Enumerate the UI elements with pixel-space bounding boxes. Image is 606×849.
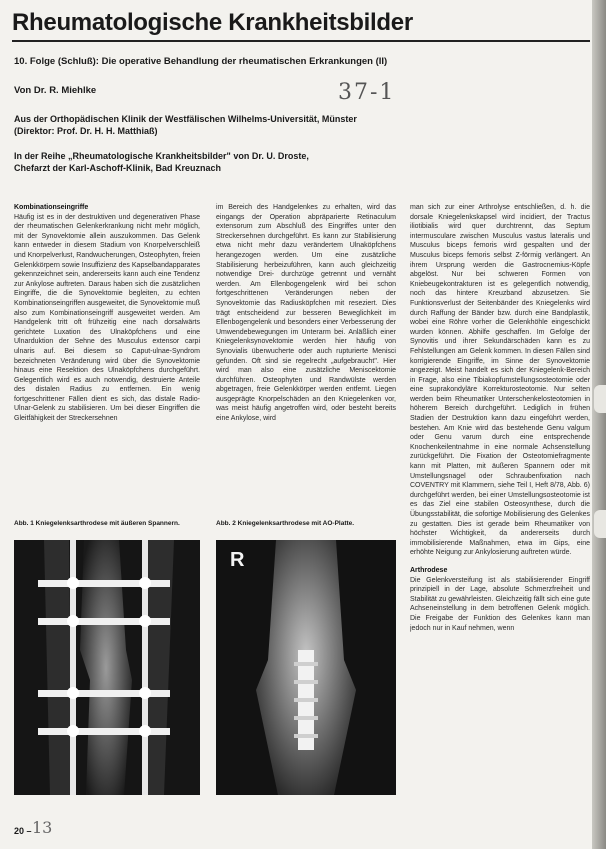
author-line: Von Dr. R. Miehlke xyxy=(14,85,97,96)
series-note xyxy=(14,150,454,174)
affiliation-director: (Direktor: Prof. Dr. H. H. Matthiaß) xyxy=(14,126,158,136)
section-heading: Arthrodese xyxy=(410,566,448,574)
text-column-2 xyxy=(216,203,396,523)
page-edge-shadow xyxy=(592,0,606,849)
xray-figure-1 xyxy=(14,540,200,795)
binder-tab xyxy=(594,385,606,413)
figure-caption-1: Abb. 1 Kniegelenksarthrodese mit äußeren Spannern. xyxy=(14,520,180,527)
affiliation-line: Aus der Orthopädischen Klinik der Westfälischen Wilhelms-Universität, Münster xyxy=(14,114,357,124)
page-number: 20 – xyxy=(14,826,32,836)
body-text: Die Gelenkversteifung ist als stabilisierender Eingriff prinzipiell in der Lage, absolute Schmerzfreiheit und Stabilität zu gewährleisten. Gleichzeitig fällt sich eine gute Achseneinstellung in dem betroffenen Gelenk möglich. Die Freigabe der Funktion des Gelenkes kann man jedoch nur in Kauf nehmen, wenn xyxy=(410,576,590,632)
text-column-1 xyxy=(14,203,200,523)
affiliation xyxy=(14,113,454,137)
text-column-3 xyxy=(410,203,590,813)
xray-figure-2 xyxy=(216,540,396,795)
article-title: Rheumatologische Krankheitsbilder xyxy=(12,9,413,36)
body-text: Häufig ist es in der destruktiven und degenerativen Phase der rheumatischen Gelenkerkrankung nicht mehr möglich, mit der Synovektomie allein auszukommen. Das Gelenk kann entweder in diesem Stadium von Knorpelverschleiß und Knorpelverlust, Randwucherungen, Osteophyten, freien Gelenkkörpern sowie Insuffizienz des Kapselbandapparates gekennzeichnet sein, andererseits kann auch eine Tendenz zur Ankylose auftreten. Daraus haben sich die zusätzlichen Eingriffe, die die Synovektomie begleiten, zu echten Kombinationseingriffen ausgeweitet, die Synovektomie muß also zum Kombinationseingriff ausgeweitet werden. Am Handgelenk tritt oft frühzeitig eine nach dorsalwärts gerichtete Luxation des Ulnaköpfchens und eine Ulnarduktion der Sehne des Musculus extensor carpi ulnaris auf. Bei diesem so Caput-ulnae-Syndrom bezeichneten Veränderung wird über die Synovektomie hinaus eine Resektion des Ulnaköpfchens durchgeführt. Gelegentlich wird es auch notwendig, destruierte Anteile des distalen Radius zu entfernen. Ein wenig fortgeschrittener Fällen dient es sich, das distale Radio-Ulnar-Gelenk zu stabilisieren. Um bei dieser Eingriffen die Gleitfähigkeit der Streckersehnen xyxy=(14,213,200,423)
body-text: man sich zur einer Arthrolyse entschließen, d. h. die dorsale Kniegelenkskapsel wird incidiert, der Tractus iliotibialis wird quer durchtrennt, das Septum intermusculare zwischen Musculus vastus lateralis und Musculus biceps femoris wird gespalten und der Musculus biceps femoris selbst Z-förmig verlängert. An ihrem Ursprung werden die Gastrocnemius-Köpfe abgelöst. Nur bei schweren Formen von Kniebeugekontrakturen ist es gelegentlich notwendig, noch das hintere Kreuzband abzusetzen. Sie Funktionsverlust der Seitenbänder des Kniegelenks wird durch Raffung der Bänder bzw. durch eine Bandplastik, wobei eine Röhre vorher die Gelenkhöhle eingeschickt wurden können. Abhilfe geschaffen. Im Gefolge der Synovitis und ihrer Sekundärschäden kann es zu Fehlstellungen am Gelenk kommen. In diesen Fällen sind korrigierende Eingriffe, im Sinne der Synovektomie angezeigt. Meist handelt es sich der Kniegelenk-Bereich in Frage, also eine Tibiakopfumstellungsosteotomie oder eine suprakondyläre Korrekturosteotomie. Nur selten werden beim Rheumatiker Unterschenkelosteotomien in höherem Bereich durchgeführt. Lediglich in frühen Stadien der Destruktion kann dazu eingeführt werden, bestehen. Am Knie wird das bestehende Genu valgum oder Genu varum durch eine entsprechende Knochenkeilentnahme in eine normale Achsenstellung zurückgeführt. Die Fixation der Osteotomiefragmente kann mit Platten, mit äußeren Spannern oder mit Umstellungsnagel oder Schraubenfixation nach COVENTRY mit Klammern, siehe Teil I, Heft 8/78, Abb. 6) durchgeführt werden, bei einer Umstellungsosteotomie ist es das Ziel eine stabilen Osteosynthese, durch die Übungsstabilität, die sofortige Mobilisierung des Gelenkes zu gestatten. Dies ist gerade beim Rheumatiker von höchster Wichtigkeit, da andererseits durch immobilisierende Maßnahmen, etwa im Gips, eine erhöhte Neigung zur Ankylosierung auftreten würde. xyxy=(410,204,590,557)
article-subtitle: 10. Folge (Schluß): Die operative Behandlung der rheumatischen Erkrankungen (II) xyxy=(14,56,388,67)
section-heading: Kombinationseingriffe xyxy=(14,204,89,211)
series-line: Chefarzt der Karl-Aschoff-Klinik, Bad Kreuznach xyxy=(14,163,222,173)
title-rule xyxy=(12,40,590,42)
handwritten-note: 37-1 xyxy=(338,80,396,105)
body-text: im Bereich des Handgelenkes zu erhalten, wird das eingangs der Operation abpräparierte Retinaculum extensorum zum Abschluß des Eingriffes unter den Streckersehnen durchgeführt. Es kann zur Stabilisierung etwa nicht mehr dazu verändertem Ulnaköpfchens herangezogen werden. Um eine zusätzliche Stabilisierung herbeizuführen, kann auch gleichzeitig notwendige Drei- durchzüge getrennt und vernäht werden. Am Ellenbogengelenk wird bei schon fortgeschrittenen Veränderungen neben der Synovektomie das Radiusköpfchen mit reseziert. Dies trägt entscheidend zur besseren Beweglichkeit im Ellenbogengelenk und besonders einer Verbesserung der Umwendebewegungen im Unterarm bei. Anläßlich einer Kniegelenksynovektomie werden hier häufig von Synovialis überwucherte oder auch rupturierte Menisci gefunden. Oft sind sie regelrecht „aufgebraucht". Hier wird man also eine zusätzliche Meniscektomie durchführen. Osteophyten und Randwülste werden abgetragen, freie Gelenkkörper werden entfernt. Liegen ausgeprägte Knorpelschäden an den Kniegelenken vor, was meist häufig angetroffen wird, oder besteht bereits eine Ankylose, wird xyxy=(216,204,396,423)
series-line: In der Reihe „Rheumatologische Krankheitsbilder" von Dr. U. Droste, xyxy=(14,151,309,161)
figure-caption-2: Abb. 2 Kniegelenksarthrodese mit AO-Platte. xyxy=(216,520,355,527)
handwritten-page-number: 13 xyxy=(32,818,53,837)
xray-side-marker: R xyxy=(230,549,245,571)
binder-tab xyxy=(594,510,606,538)
